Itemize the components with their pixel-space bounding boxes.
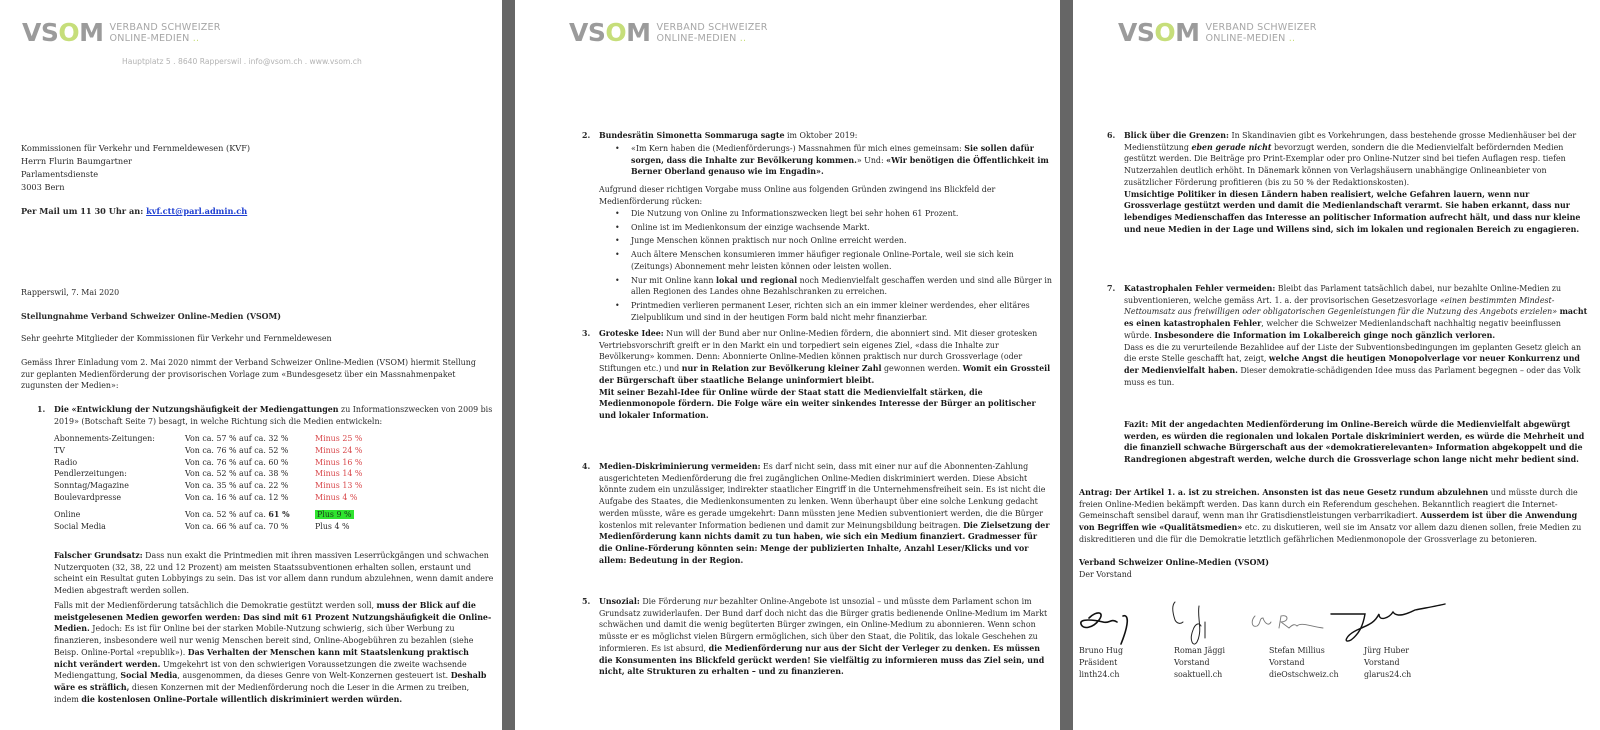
media-type: Pendlerzeitungen:	[54, 469, 127, 479]
text-run: gewonnen werden.	[881, 364, 963, 374]
media-usage-table	[54, 433, 362, 532]
logo-mark: VSOM	[569, 18, 651, 47]
email-link[interactable]: kvf.ctt@parl.admin.ch	[146, 206, 248, 216]
aufgrund-paragraph: Aufgrund dieser richtigen Vorgabe muss Online aus folgenden Gründen zwingend ins Blickfeld der Medienförderung rücken:	[599, 185, 996, 206]
usage-change: Von ca. 57 % auf ca. 32 %	[185, 434, 289, 443]
reasons-list	[615, 208, 1055, 325]
text-run: «Wir benötigen die Öffentlichkeit im Berner Oberland genauso wie im Engadin».	[631, 155, 1049, 177]
text-run: muss der Blick auf die meistgelesenen Medien geworfen werden: Das sind mit 61 Prozent Nutzungshäufigkeit die Online-Medien.	[54, 601, 492, 634]
media-type: Sonntag/Magazine	[54, 481, 129, 491]
usage-delta: Minus 13 %	[315, 481, 363, 491]
text-run: noch Medienvielfalt geschaffen werden und sind alle Bürger in allen Regionen des Landes ohne Bezahlschranken zu erreichen.	[631, 275, 1053, 297]
vsom-logo	[569, 20, 768, 45]
text-run: Die Förderung	[639, 597, 704, 606]
falls-paragraph	[54, 600, 494, 705]
media-type: Online	[54, 509, 81, 519]
text-run: Social Media	[120, 671, 178, 681]
text-run: «einen bestimmten Mindest-Nettoumsatz aus freiwilligen oder obligatorischen Gegenleistungen für die Nutzung des Angebots erzielen»	[1124, 295, 1558, 317]
text-run: Womit ein Grossteil der Bürgerschaft über staatliche Belange uninformiert bleibt.	[599, 364, 1051, 385]
usage-delta: Plus 4 %	[315, 521, 350, 531]
usage-change: Von ca. 16 % auf ca. 12 %	[185, 492, 289, 502]
text-run: Das Verhalten der Menschen kann mit Staatslenkung praktisch nicht verändert werden.	[54, 647, 469, 669]
letterhead-address: Hauptplatz 5 . 8640 Rapperswil . info@vsom.ch . www.vsom.ch	[122, 57, 362, 66]
page-divider	[502, 0, 515, 730]
text-run: Katastrophalen Fehler vermeiden:	[1124, 284, 1276, 293]
usage-delta: Minus 16 %	[315, 457, 363, 467]
text-run: Online ist im Medienkonsum der einzige wachsende Markt.	[631, 222, 870, 232]
signer-role: Vorstand	[1364, 657, 1400, 667]
text-run: Sie sollen dafür sorgen, dass die Inhalte zur Bevölkerung kommen.	[631, 144, 1034, 165]
signer-name: Jürg Huber	[1364, 646, 1410, 655]
text-run: «Im Kern haben die (Medienförderungs-) Massnahmen für mich eines gemeinsam:	[631, 144, 965, 153]
signer-name: Roman Jäggi	[1174, 646, 1225, 655]
logo-mark: VSOM	[22, 18, 104, 47]
text-run: Antrag: Der Artikel 1. a. ist zu streichen. Ansonsten ist das neue Gesetz rundum abzulehnen	[1079, 488, 1489, 497]
usage-delta: Minus 4 %	[315, 492, 358, 502]
text-run: Umgekehrt ist von den schwierigen Voraussetzungen die zweite wachsende Mediengattung,	[54, 659, 467, 681]
signer-role: Vorstand	[1174, 657, 1210, 667]
text-run: die kostenlosen Online-Portale willentlich diskriminiert werden würden.	[81, 694, 403, 704]
text-run: nur	[703, 597, 718, 606]
logo-mark: VSOM	[1118, 18, 1200, 47]
logo-org-name: VERBAND SCHWEIZER ONLINE-MEDIEN ..	[1205, 21, 1317, 44]
text-run: Dass es die zu verurteilende Bezahlidee auf der Liste der Subventionsbedingungen im geplanten Gesetz gleich an die erste Stelle geschafft hat, zeigt,	[1124, 342, 1582, 364]
text-run: bezahlter Online-Angebote ist unsozial – und müsste dem Parlament schon im Grundsatz zuwiderlaufen. Der Bund darf doch nicht das die Bürger gratis bedienende Online-Medium im Markt schwächen und damit die wenig begüterten Bürger zwingen, ein Online-Medium zu abonnieren. Wenn schon müsste er es möglichst vielen Bürgern ermöglichen, sich über den Staat, die Politik, das lokale Geschehen zu informieren. Es ist absurd,	[599, 597, 1048, 653]
reason-bullet	[615, 208, 1055, 220]
media-type: TV	[54, 445, 65, 455]
text-run: Bleibt das Parlament tatsächlich dabei, nur bezahlte Online-Medien zu subventionieren, welche gemäss Art. 1. a. der provisorischen Gesetzesvorlage	[1124, 284, 1562, 305]
usage-change: Von ca. 66 % auf ca. 70 %	[185, 521, 289, 531]
document-page-2: VSOM VERBAND SCHWEIZER ONLINE-MEDIEN .. 2. Bundesrätin Simonetta Sommaruga sagte im Oktober 2019: • «Im Kern haben die (Medienförderungs-) Massnahmen für mich eines gemeinsam: Sie sollen dafür sorgen, dass die Inhalte zur Bevölkerung kommen.» Und: «Wir benötigen die Öffentlichkeit im Berner Oberland genauso wie im Engadin». Aufgrund dieser richtigen Vorgabe muss Online aus folgenden Gründen zwingend ins Blickfeld der Medienförderung rücken: • Die Nutzung von Online zu Informationszwecken liegt bei sehr hohen 61 Prozent. • Online ist im Medienkonsum der einzige wachsende Markt. • Junge Menschen können praktisch nur noch Online erreicht werden. • Auch ältere Menschen konsumieren immer häufiger regionale Online-Portale, weil sie sich kein (Zeitungs) Abonnement mehr leisten können oder leisten wollen. • Nur mit Online kann lokal und regional noch Medienvielfalt geschaffen werden und sind alle Bürger in allen Regionen des Landes ohne Bezahlschranken zu erreichen. • Printmedien verlieren permanent Leser, richten sich an ein immer kleiner werdendes, eher elitäres Zielpublikum und sind in der heutigen Form bald nicht mehr finanzierbar. 3. Groteske Idee: Nun will der Bund aber nur Online-Medien fördern, die abonniert sind. Mit dieser grotesken Vertriebsvorschrift greift er in den Markt ein und torpediert sein eigenes Ziel, «dass die Inhalte zur Bevölkerung» kommen. Denn: Abonnierte Online-Medien können praktisch nur durch Grossverlage (oder Stiftungen etc.) und nur in Relation zur Bevölkerung kleiner Zahl gewonnen werden. Womit ein Grossteil der Bürgerschaft über staatliche Belange uninformiert bleibt. Mit seiner Bezahl-Idee für Online würde der Staat statt die Medienvielfalt stärken, die Medienmonopole fördern. Die Folge wäre ein weiter sinkendes Interesse der Bürger an politischer und lokaler Information. 4. Medien-Diskriminierung vermeiden: Es darf nicht sein, dass mit einer nur auf die Abonnenten-Zahlung ausgerichteten Medienförderung die frei zugänglichen Online-Medien diskriminiert werden. Diese Absicht könnte zudem ein unzulässiger, indirekter staatlicher Eingriff in die Unternehmensfreiheit sein. Es ist nicht die Aufgabe des Staates, die Medienkonsumenten zu lenken. Wenn überhaupt über eine solche Lenkung gedacht werden müsste, wäre es gerade umgekehrt: Dann müssten jene Medien subventioniert werden, die die Bürger kostenlos mit relevanter Information bedienen und damit zur Meinungsbildung beitragen. Die Zielsetzung der Medienförderung kann nichts damit zu tun haben, wie sich ein Medium finanziert. Gradmesser für die Online-Förderung könnten sein: Menge der publizierten Inhalte, Anzahl Leser/Klicks und vor allem: Bedeutung in der Region. 5. Unsozial: Die Förderung nur bezahlter Online-Angebote ist unsozial – und müsste dem Parlament schon im Grundsatz zuwiderlaufen. Der Bund darf doch nicht das die Bürger gratis bedienende Online-Medium im Markt schwächen und damit die wenig begüterten Bürger zwingen, ein Online-Medium zu abonnieren. Wenn schon müsste er es möglichst vielen Bürgern ermöglichen, sich über den Staat, die Politik, das lokale Geschehen zu informieren. Es ist absurd, die Medienförderung nur aus der Sicht der Verleger zu denken. Es müssen die Konsumenten ins Blickfeld gerückt werden! Sie vielfältig zu informieren muss das Ziel sein, und nicht, alte Strukturen zu erhalten – und zu finanzieren.	[515, 0, 1060, 730]
signer	[1269, 645, 1364, 680]
text-run: eben gerade nicht	[1191, 142, 1272, 152]
text-run: Es darf nicht sein, dass mit einer nur auf die Abonnenten-Zahlung ausgerichteten Medienförderung die frei zugänglichen Online-Medien diskriminiert werden. Diese Absicht könnte zudem ein unzulässiger, indirekter staatlicher Eingriff in die Unternehmensfreiheit sein. Es ist nicht die Aufgabe des Staates, die Medienkonsumenten zu lenken. Wenn überhaupt über eine solche Lenkung gedacht werden müsste, wäre es gerade umgekehrt: Dann müssten jene Medien subventioniert werden, die die Bürger kostenlos mit relevanter Information bedienen und damit zur Meinungsbildung beitragen.	[599, 462, 1046, 530]
document-page-3: VSOM VERBAND SCHWEIZER ONLINE-MEDIEN .. 6. Blick über die Grenzen: In Skandinavien gibt es Vorkehrungen, dass bestehende grosse Medienhäuser bei der Medienstützung eben gerade nicht bevorzugt werden, sondern die die Medienvielfalt befördernden Medien gestützt werden. Die Beiträge pro Print-Exemplar oder pro Online-Nutzer sind bei tiefen Auflagen resp. tiefen Nutzerzahlen deutlich erhöht. In Dänemark können von Verlagshäusern unabhängige Onlineanbieter von zusätzlicher Förderung profitieren (bis zu 50 % der Redaktionskosten). Umsichtige Politiker in diesen Ländern haben realisiert, welche Gefahren lauern, wenn nur Grossverlage gestützt werden und damit die Medienlandschaft verarmt. Sie haben erkannt, dass nur lebendiges Medienschaffen das Interesse an politischer Information aufrecht hält, und dass nur kleine und neue Medien in der Lage und Willens sind, sich im lokalen und regionalen Bereich zu engagieren. 7. Katastrophalen Fehler vermeiden: Bleibt das Parlament tatsächlich dabei, nur bezahlte Online-Medien zu subventionieren, welche gemäss Art. 1. a. der provisorischen Gesetzesvorlage «einen bestimmten Mindest-Nettoumsatz aus freiwilligen oder obligatorischen Gegenleistungen für die Nutzung des Angebots erzielen» macht es einen katastrophalen Fehler, welcher die Schweizer Medienlandschaft nachhaltig negativ beeinflussen würde. Insbesondere die Information im Lokalbereich ginge noch gänzlich verloren. Dass es die zu verurteilende Bezahlidee auf der Liste der Subventionsbedingungen im geplanten Gesetz gleich an die erste Stelle geschafft hat, zeigt, welche Angst die heutigen Monopolverlage vor neuer Konkurrenz und der Medienvielfalt haben. Dieser demokratie-schädigenden Idee muss das Parlament begegnen – oder das Volk muss es tun. Fazit: Mit der angedachten Medienförderung im Online-Bereich würde die Medienvielfalt abgewürgt werden, es würden die regionalen und lokalen Portale diskriminiert werden, es würde die Mehrheit und die finanziell schwache Bürgerschaft aus der «demokratierelevanten» Information abgekoppelt und die Randregionen abgestraft werden, welche durch die Grossverlage schon lange nicht mehr bedient sind. Antrag: Der Artikel 1. a. ist zu streichen. Ansonsten ist das neue Gesetz rundum abzulehnen und müsste durch die freien Online-Medien bekämpft werden. Das kann durch ein Referendum geschehen. Bekanntlich reagiert die Internet-Gemeinschaft sensibel darauf, wenn man ihr Gratisdienstleistungen verbarrikadiert. Ausserdem ist über die Anwendung von Begriffen wie «Qualitätsmedien» etc. zu diskutieren, weil sie im Ansatz vor allem dazu dienen sollen, freie Medien zu diskreditieren und die für die Demokratie letztlich gefährlichen Medienmonopole der Grossverlage zu betonieren. Verband Schweizer Online-Medien (VSOM) Der Vorstand Bruno Hug Präsident linth24.ch Roman Jäggi Vorstand soaktuell.ch Stefan Millius Vorstand dieOstschweiz.ch Jürg Huber Vorstand glarus24.ch	[1073, 0, 1600, 730]
text-run: macht es einen katastrophalen Fehler	[1124, 307, 1588, 329]
signer-site: soaktuell.ch	[1174, 669, 1223, 679]
usage-change: Von ca. 76 % auf ca. 52 %	[185, 445, 289, 455]
media-type: Social Media	[54, 521, 106, 531]
text-run: lokal und regional	[715, 275, 798, 285]
signer-name: Stefan Millius	[1269, 646, 1325, 655]
signer	[1079, 645, 1174, 680]
quote-bullet	[615, 143, 1055, 178]
sommaruga-quote	[615, 143, 1055, 178]
signer	[1364, 645, 1459, 680]
text-run: Auch ältere Menschen konsumieren immer häufiger regionale Online-Portale, weil sie sich kein (Zeitungs) Abonnement mehr leisten können oder leisten wollen.	[631, 250, 1014, 271]
media-type: Boulevardpresse	[54, 492, 122, 502]
fazit-paragraph: Fazit: Mit der angedachten Medienförderung im Online-Bereich würde die Medienvielfalt abgewürgt werden, es würden die regionalen und lokalen Portale diskriminiert werden, es würde die Mehrheit und die finanziell schwache Bürgerschaft aus der «demokratierelevanten» Information abgekoppelt und die Randregionen abgestraft werden, welche durch die Grossverlage schon lange nicht mehr bedient sind.	[1124, 420, 1585, 465]
text-run: Blick über die Grenzen:	[1124, 131, 1229, 140]
media-row	[54, 457, 362, 469]
text-run: Junge Menschen können praktisch nur noch Online erreicht werden.	[631, 236, 907, 246]
text-run: etc. zu diskutieren, weil sie im Ansatz vor allem dazu dienen sollen, freie Medien zu diskreditieren und die für die Demokratie letztlich gefährlichen Medienmonopole der Grossverlage zu betonieren.	[1079, 523, 1582, 544]
logo-org-name: VERBAND SCHWEIZER ONLINE-MEDIEN ..	[109, 21, 221, 44]
logo-org-name: VERBAND SCHWEIZER ONLINE-MEDIEN ..	[656, 21, 768, 44]
usage-delta: Minus 25 %	[315, 434, 363, 443]
text-run: Insbesondere die Information im Lokalbereich ginge noch gänzlich verloren.	[1154, 330, 1496, 340]
text-run: Unsozial:	[599, 597, 640, 606]
signer	[1174, 645, 1269, 680]
text-run: » Und:	[856, 155, 887, 165]
media-row	[54, 433, 362, 445]
vsom-logo	[1118, 20, 1317, 45]
letter-subject: Stellungnahme Verband Schweizer Online-Medien (VSOM)	[21, 312, 282, 321]
text-run: bevorzugt werden, sondern die die Medienvielfalt befördernden Medien gestützt werden. Die Beiträge pro Print-Exemplar oder pro Online-Nutzer sind bei tiefen Auflagen resp. tiefen Nutzerzahlen deutlich erhöht. In Dänemark können von Verlagshäusern unabhängige Onlineanbieter von zusätzlicher Förderung profitieren (bis zu 50 % der Redaktionskosten).	[1124, 142, 1566, 187]
signer-name: Bruno Hug	[1079, 646, 1124, 655]
intro-paragraph: Gemäss Ihrer Einladung vom 2. Mai 2020 nimmt der Verband Schweizer Online-Medien (VSOM) hiermit Stellung zur geplanten Medienförderung der provisorischen Vorlage zum «Bundesgesetz über ein Massnahmenpaket zugunsten der Medien»:	[21, 358, 476, 391]
usage-delta: Minus 24 %	[315, 445, 363, 455]
media-row	[54, 445, 362, 457]
text-run: und müsste durch die freien Online-Medien bekämpft werden. Das kann durch ein Referendum geschehen. Bekanntlich reagiert die Internet-Gemeinschaft sensibel darauf, wenn man ihr Gratisdienstleistungen verbarrikadiert.	[1079, 488, 1578, 521]
text-run: In Skandinavien gibt es Vorkehrungen, dass bestehende grosse Medienhäuser bei der Medienstützung	[1124, 131, 1577, 152]
signer-site: linth24.ch	[1079, 669, 1120, 679]
reason-bullet	[615, 249, 1055, 272]
text-run: Nur mit Online kann	[631, 275, 716, 285]
usage-delta: Plus 9 %	[317, 509, 352, 519]
closing-block: Verband Schweizer Online-Medien (VSOM) Der Vorstand	[1079, 558, 1269, 579]
vsom-logo	[22, 20, 221, 45]
usage-change: Von ca. 76 % auf ca. 60 %	[185, 457, 289, 467]
text-run: Nun will der Bund aber nur Online-Medien fördern, die abonniert sind. Mit dieser grotesken Vertriebsvorschrift greift er in den Markt ein und torpediert sein eigenes Ziel, «dass die Inhalte zur Bevölkerung» kommen. Denn: Abonnierte Online-Medien können praktisch nur durch Grossverlage (oder Stiftungen etc.) und	[599, 329, 1038, 374]
media-type: Abonnements-Zeitungen:	[54, 434, 155, 443]
usage-change: Von ca. 52 % auf ca. 38 %	[185, 469, 289, 479]
reason-bullet	[615, 300, 1055, 323]
media-row	[54, 468, 362, 480]
signer-role: Vorstand	[1269, 657, 1305, 667]
signature-roman-jaeggi	[1173, 602, 1205, 644]
antrag-paragraph	[1079, 487, 1594, 546]
text-run: Medien-Diskriminierung vermeiden:	[599, 462, 761, 471]
media-row	[54, 492, 362, 504]
text-run: , ausgenommen, da dieses Genre von Welt-Konzernen gesteuert ist.	[177, 671, 451, 681]
text-run: Jedoch: Es ist für Online bei der starken Mobile-Nutzung schwierig, sich über Werbung zu finanzieren, insbesondere weil nur wenig Menschen bereit sind, Online-Abogebühren zu bezahlen (siehe Beisp. Online-Portal «republik»).	[54, 624, 474, 657]
recipient-address: Kommissionen für Verkehr und Fernmeldewesen (KVF) Herrn Flurin Baumgartner Parlamentsdienste 3003 Bern	[21, 143, 251, 192]
text-run: welche Angst die heutigen Monopolverlage vor neuer Konkurrenz und der Medienvielfalt haben.	[1124, 354, 1580, 375]
text-run: Deshalb wäre es sträflich,	[54, 671, 487, 692]
text-run: Die Nutzung von Online zu Informationszwecken liegt bei sehr hohen 61 Prozent.	[631, 209, 959, 218]
usage-change: Von ca. 52 % auf ca. 61 %	[185, 509, 290, 519]
usage-change: Von ca. 35 % auf ca. 22 %	[185, 481, 289, 491]
text-run: Die Zielsetzung der Medienförderung kann nichts damit zu tun haben, wie sich ein Medium finanziert. Gradmesser für die Online-Förderung könnten sein: Menge der publizierten Inhalte, Anzahl Leser/Klicks und vor allem: Bedeutung in der Region.	[599, 520, 1050, 565]
letter-date: Rapperswil, 7. Mai 2020	[21, 288, 120, 297]
signer-list	[1079, 645, 1459, 680]
signature-bruno-hug	[1081, 613, 1127, 644]
text-run: Dieser demokratie-schädigenden Idee muss das Parlament begegnen – oder das Volk muss es tun.	[1124, 365, 1581, 387]
signatures	[1075, 600, 1455, 646]
media-row	[54, 480, 362, 492]
text-run: Ausserdem ist über die Anwendung von Begriffen wie «Qualitätsmedien»	[1079, 511, 1578, 533]
signature-stefan-millius	[1252, 616, 1323, 628]
media-type: Radio	[54, 457, 78, 467]
reason-bullet	[615, 275, 1055, 298]
text-run: nur in Relation zur Bevölkerung kleiner Zahl	[681, 364, 882, 374]
signature-juerg-huber	[1331, 604, 1445, 641]
per-mail-line: Per Mail um 11 30 Uhr an: kvf.ctt@parl.admin.ch	[21, 206, 248, 216]
text-run: diesen Konzernen mit der Medienförderung noch die Leser in die Armen zu treiben, indem	[54, 682, 470, 704]
text-run: die Medienförderung nur aus der Sicht der Verleger zu denken. Es müssen die Konsumenten ins Blickfeld gerückt werden! Sie vielfältig zu informieren muss das Ziel sein, und nicht, alte Strukturen zu erhalten – und zu finanzieren.	[599, 643, 1045, 677]
reason-bullet	[615, 235, 1055, 247]
page-divider	[1060, 0, 1073, 730]
media-row	[54, 504, 362, 521]
usage-delta: Minus 14 %	[315, 469, 363, 479]
signer-site: dieOstschweiz.ch	[1269, 669, 1339, 679]
signer-role: Präsident	[1079, 657, 1118, 667]
text-run: Falls mit der Medienförderung tatsächlich die Demokratie gestützt werden soll,	[54, 601, 377, 610]
salutation: Sehr geehrte Mitglieder der Kommissionen für Verkehr und Fernmeldewesen	[21, 334, 332, 343]
text-run: Printmedien verlieren permanent Leser, richten sich an ein immer kleiner werdendes, eher elitäres Zielpublikum und sind in der heutigen Form bald nicht mehr finanzierbar.	[631, 300, 1030, 322]
text-run: , welcher die Schweizer Medienlandschaft nachhaltig negativ beeinflussen würde.	[1124, 319, 1561, 340]
falscher-grundsatz-paragraph: Falscher Grundsatz: Dass nun exakt die Printmedien mit ihren massiven Leserrückgängen und schwachen Nutzerquoten (32, 38, 22 und 12 Prozent) am meisten Staatssubventionen erhalten sollen, erstaunt und scheint ein Resultat guten Lobbyings zu sein. Das ist vor allem dann rundum abzulehnen, wenn damit andere Medien abgestraft werden sollen.	[54, 551, 494, 596]
signer-site: glarus24.ch	[1364, 669, 1412, 679]
media-row	[54, 521, 362, 533]
reason-bullet	[615, 222, 1055, 234]
document-page-1: VSOM VERBAND SCHWEIZER ONLINE-MEDIEN .. Hauptplatz 5 . 8640 Rapperswil . info@vsom.ch . www.vsom.ch Kommissionen für Verkehr und Fernmeldewesen (KVF) Herrn Flurin Baumgartner Parlamentsdienste 3003 Bern Per Mail um 11 30 Uhr an: kvf.ctt@parl.admin.ch Rapperswil, 7. Mai 2020 Stellungnahme Verband Schweizer Online-Medien (VSOM) Sehr geehrte Mitglieder der Kommissionen für Verkehr und Fernmeldewesen Gemäss Ihrer Einladung vom 2. Mai 2020 nimmt der Verband Schweizer Online-Medien (VSOM) hiermit Stellung zur geplanten Medienförderung der provisorischen Vorlage zum «Bundesgesetz über ein Massnahmenpaket zugunsten der Medien»: 1. Die «Entwicklung der Nutzungshäufigkeit der Mediengattungen zu Informationszwecken von 2009 bis 2019» (Botschaft Seite 7) besagt, in welche Richtung sich die Medien entwickeln: Abonnements-Zeitungen: Von ca. 57 % auf ca. 32 % Minus 25 % TV Von ca. 76 % auf ca. 52 % Minus 24 % Radio Von ca. 76 % auf ca. 60 % Minus 16 % Pendlerzeitungen: Von ca. 52 % auf ca. 38 % Minus 14 % Sonntag/Magazine Von ca. 35 % auf ca. 22 % Minus 13 % Boulevardpresse Von ca. 16 % auf ca. 12 % Minus 4 % Online Von ca. 52 % auf ca. 61 % Plus 9 % Social Media Von ca. 66 % auf ca. 70 % Plus 4 % Falscher Grundsatz: Dass nun exakt die Printmedien mit ihren massiven Leserrückgängen und schwachen Nutzerquoten (32, 38, 22 und 12 Prozent) am meisten Staatssubventionen erhalten sollen, erstaunt und scheint ein Resultat guten Lobbyings zu sein. Das ist vor allem dann rundum abzulehnen, wenn damit andere Medien abgestraft werden sollen. Falls mit der Medienförderung tatsächlich die Demokratie gestützt werden soll, muss der Blick auf die meistgelesenen Medien geworfen werden: Das sind mit 61 Prozent Nutzungshäufigkeit die Online-Medien. Jedoch: Es ist für Online bei der starken Mobile-Nutzung schwierig, sich über Werbung zu finanzieren, insbesondere weil nur wenig Menschen bereit sind, Online-Abogebühren zu bezahlen (siehe Beisp. Online-Portal «republik»). Das Verhalten der Menschen kann mit Staatslenkung praktisch nicht verändert werden. Umgekehrt ist von den schwierigen Voraussetzungen die zweite wachsende Mediengattung, Social Media, ausgenommen, da dieses Genre von Welt-Konzernen gesteuert ist. Deshalb wäre es sträflich, diesen Konzernen mit der Medienförderung noch die Leser in die Armen zu treiben, indem die kostenlosen Online-Portale willentlich diskriminiert werden würden.	[0, 0, 502, 730]
text-run: Groteske Idee:	[599, 329, 664, 338]
